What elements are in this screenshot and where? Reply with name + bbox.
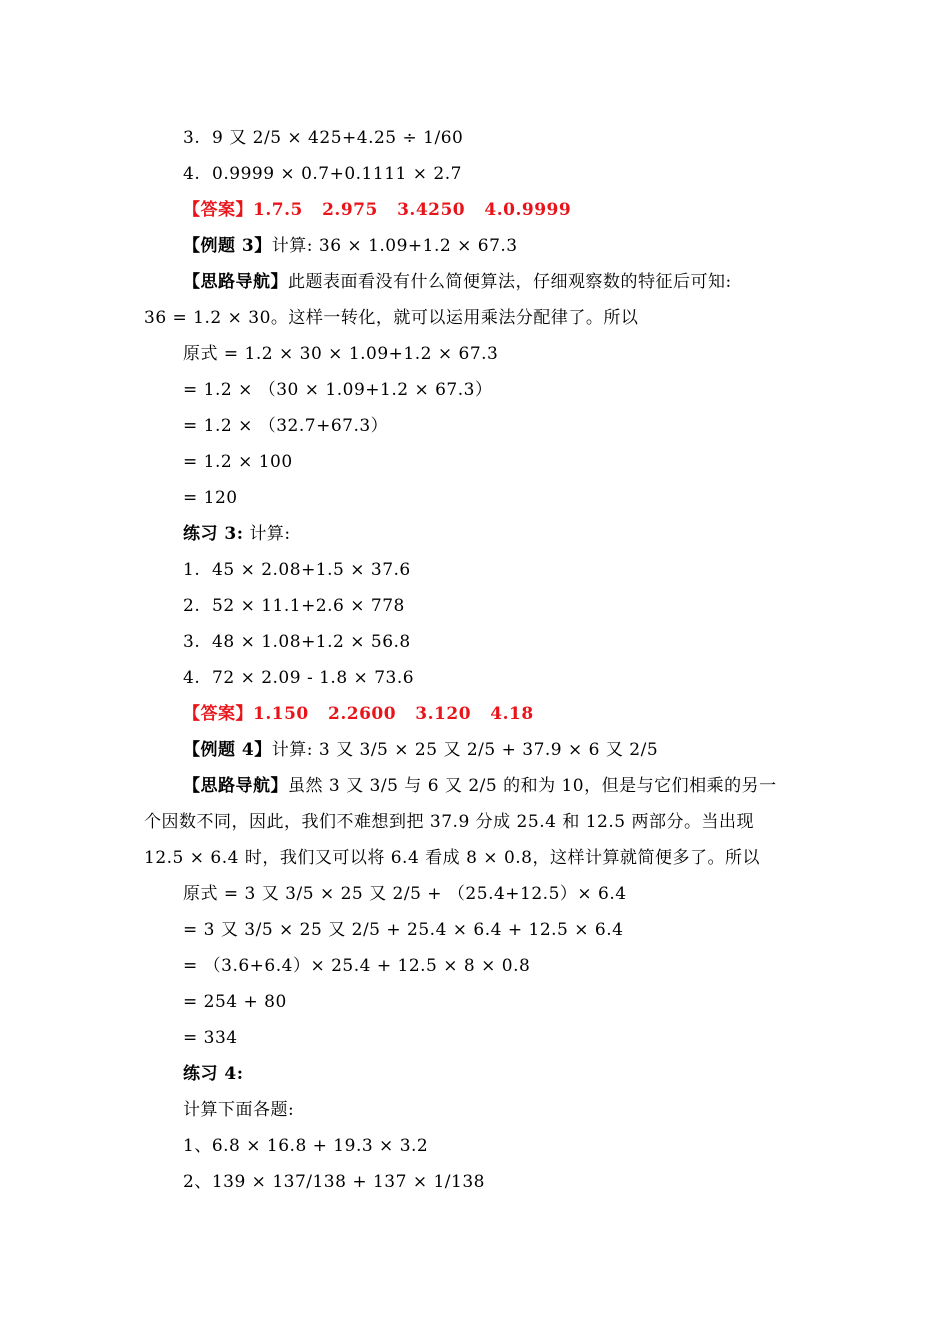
practice-4-instruction: 计算下面各题: [183, 1100, 295, 1120]
practice-3-item-3: 3. 48 × 1.08+1.2 × 56.8 [183, 632, 411, 652]
exercise-2-item-4: 4. 0.9999 × 0.7+0.1111 × 2.7 [183, 164, 462, 184]
practice-4-item-1: 1、6.8 × 16.8 + 19.3 × 3.2 [183, 1136, 429, 1156]
guide-4-continuation-1: 个因数不同，因此，我们不难想到把 37.9 分成 25.4 和 12.5 两部分。当出现 [144, 812, 754, 832]
guide-3-heading [183, 270, 732, 294]
solution-3-step-3: = 1.2 × （32.7+67.3） [183, 416, 389, 436]
solution-3-step-1: 原式 = 1.2 × 30 × 1.09+1.2 × 67.3 [183, 344, 499, 364]
practice-label: 练习 3: [183, 524, 244, 544]
example-text: 计算: 36 × 1.09+1.2 × 67.3 [271, 236, 518, 256]
practice-3-item-1: 1. 45 × 2.08+1.5 × 37.6 [183, 560, 411, 580]
guide-3-continuation: 36 = 1.2 × 30。这样一转化，就可以运用乘法分配律了。所以 [144, 308, 639, 328]
solution-4-step-3: = （3.6+6.4）× 25.4 + 12.5 × 8 × 0.8 [183, 956, 531, 976]
guide-label: 【思路导航】 [183, 776, 288, 796]
answer-2: 【答案】1.7.5 2.975 3.4250 4.0.9999 [183, 200, 572, 220]
solution-3-step-4: = 1.2 × 100 [183, 452, 293, 472]
solution-4-step-4: = 254 + 80 [183, 992, 287, 1012]
solution-4-step-5: = 334 [183, 1028, 238, 1048]
practice-4-item-2: 2、139 × 137/138 + 137 × 1/138 [183, 1172, 485, 1192]
guide-4-continuation-2: 12.5 × 6.4 时，我们又可以将 6.4 看成 8 × 0.8，这样计算就简便多了。所以 [144, 848, 760, 868]
example-3-heading [183, 234, 518, 258]
guide-text: 虽然 3 又 3/5 与 6 又 2/5 的和为 10，但是与它们相乘的另一 [288, 776, 777, 796]
practice-3-heading [183, 522, 291, 546]
solution-4-step-2: = 3 又 3/5 × 25 又 2/5 + 25.4 × 6.4 + 12.5 × 6.4 [183, 920, 624, 940]
guide-4-heading [183, 774, 777, 798]
exercise-2-item-3: 3. 9 又 2/5 × 425+4.25 ÷ 1/60 [183, 128, 464, 148]
practice-4-heading: 练习 4: [183, 1064, 244, 1084]
example-label: 【例题 3】 [183, 236, 272, 256]
guide-label: 【思路导航】 [183, 272, 288, 292]
example-label: 【例题 4】 [183, 740, 272, 760]
solution-3-step-2: = 1.2 × （30 × 1.09+1.2 × 67.3） [183, 380, 493, 400]
answer-3: 【答案】1.150 2.2600 3.120 4.18 [183, 704, 534, 724]
solution-4-step-1: 原式 = 3 又 3/5 × 25 又 2/5 + （25.4+12.5）× 6.4 [183, 884, 627, 904]
practice-3-item-2: 2. 52 × 11.1+2.6 × 778 [183, 596, 405, 616]
practice-text: 计算: [243, 524, 291, 544]
solution-3-step-5: = 120 [183, 488, 238, 508]
example-4-heading [183, 738, 658, 762]
example-text: 计算: 3 又 3/5 × 25 又 2/5 + 37.9 × 6 又 2/5 [271, 740, 659, 760]
guide-text: 此题表面看没有什么简便算法，仔细观察数的特征后可知: [288, 272, 732, 292]
practice-3-item-4: 4. 72 × 2.09 - 1.8 × 73.6 [183, 668, 415, 688]
